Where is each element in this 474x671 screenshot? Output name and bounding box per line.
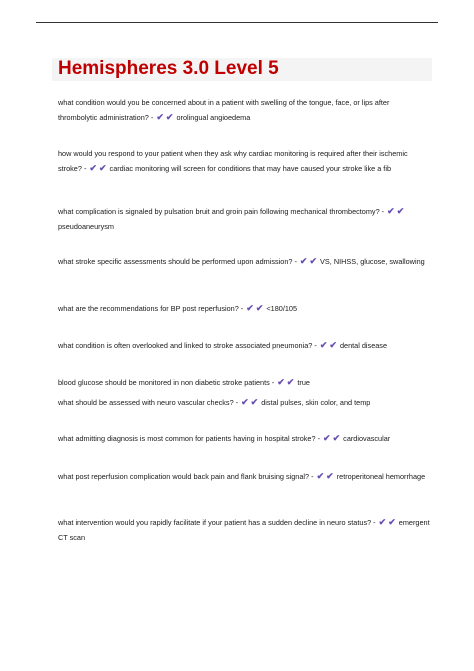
check-icon: ✔: [165, 111, 174, 122]
answer-text: distal pulses, skin color, and temp: [261, 398, 371, 407]
page-title: Hemispheres 3.0 Level 5: [58, 58, 279, 79]
qa-item: [58, 339, 430, 354]
qa-item: [58, 96, 430, 125]
check-icon: ✔: [299, 256, 308, 266]
qa-item: [58, 376, 430, 391]
check-icon: ✔: [277, 377, 285, 387]
top-divider: [36, 22, 438, 23]
answer-text: cardiovascular: [343, 434, 391, 443]
check-icon: ✔: [396, 206, 405, 216]
question-text: what intervention would you rapidly facilitate if your patient has a sudden decline in neuro status? -: [58, 518, 376, 527]
check-icon: ✔: [255, 303, 264, 313]
qa-item: [58, 205, 430, 234]
qa-item: [58, 470, 430, 485]
check-icon: ✔: [387, 206, 395, 216]
check-icon: ✔: [332, 433, 341, 443]
check-icon: ✔: [388, 517, 396, 527]
question-text: what condition would you be concerned about in a patient with swelling of the tongue, face, or lips after thrombolytic administration? -: [58, 98, 390, 122]
check-icon: ✔: [156, 111, 164, 122]
answer-text: cardiac monitoring will screen for conditions that may have caused your stroke like a fib: [109, 163, 392, 173]
question-text: what stroke specific assessments should be performed upon admission? -: [58, 257, 297, 266]
question-text: what condition is often overlooked and linked to stroke associated pneumonia? -: [58, 341, 317, 350]
check-icon: ✔: [286, 377, 295, 387]
check-icon: ✔: [241, 397, 249, 407]
question-text: what should be assessed with neuro vascular checks? -: [58, 398, 239, 407]
check-icon: ✔: [323, 433, 331, 443]
question-text: what admitting diagnosis is most common for patients having in hospital stroke? -: [58, 434, 321, 443]
question-text: what complication is signaled by pulsation bruit and groin pain following mechanical thrombectomy? -: [58, 207, 385, 216]
question-text: what post reperfusion complication would back pain and flank bruising signal? -: [58, 472, 314, 481]
answer-text: <180/105: [266, 304, 298, 313]
answer-text: true: [297, 378, 310, 387]
qa-item: [58, 396, 430, 411]
answer-text: retroperitoneal hemorrhage: [336, 472, 426, 481]
check-icon: ✔: [329, 340, 337, 350]
qa-item: [58, 302, 430, 317]
check-icon: ✔: [378, 517, 387, 527]
qa-item: [58, 147, 430, 176]
question-text: blood glucose should be monitored in non diabetic stroke patients -: [58, 378, 275, 387]
question-text: how would you respond to your patient when they ask why cardiac monitoring is required after their ischemic stroke? -: [58, 149, 408, 173]
answer-text: emergent CT scan: [58, 518, 430, 542]
question-text: what are the recommendations for BP post reperfusion? -: [58, 304, 244, 313]
check-icon: ✔: [246, 303, 254, 313]
answer-text: orolingual angioedema: [176, 112, 251, 122]
qa-item: [58, 432, 430, 447]
check-icon: ✔: [309, 256, 318, 266]
check-icon: ✔: [89, 162, 97, 173]
check-icon: ✔: [98, 162, 107, 173]
check-icon: ✔: [319, 340, 328, 350]
check-icon: ✔: [250, 397, 259, 407]
qa-item: [58, 516, 430, 545]
check-icon: ✔: [316, 471, 325, 481]
qa-item: [58, 255, 430, 270]
answer-text: dental disease: [339, 341, 388, 350]
answer-text: VS, NIHSS, glucose, swallowing: [320, 257, 425, 266]
answer-text: pseudoaneurysm: [58, 221, 114, 231]
check-icon: ✔: [326, 471, 334, 481]
